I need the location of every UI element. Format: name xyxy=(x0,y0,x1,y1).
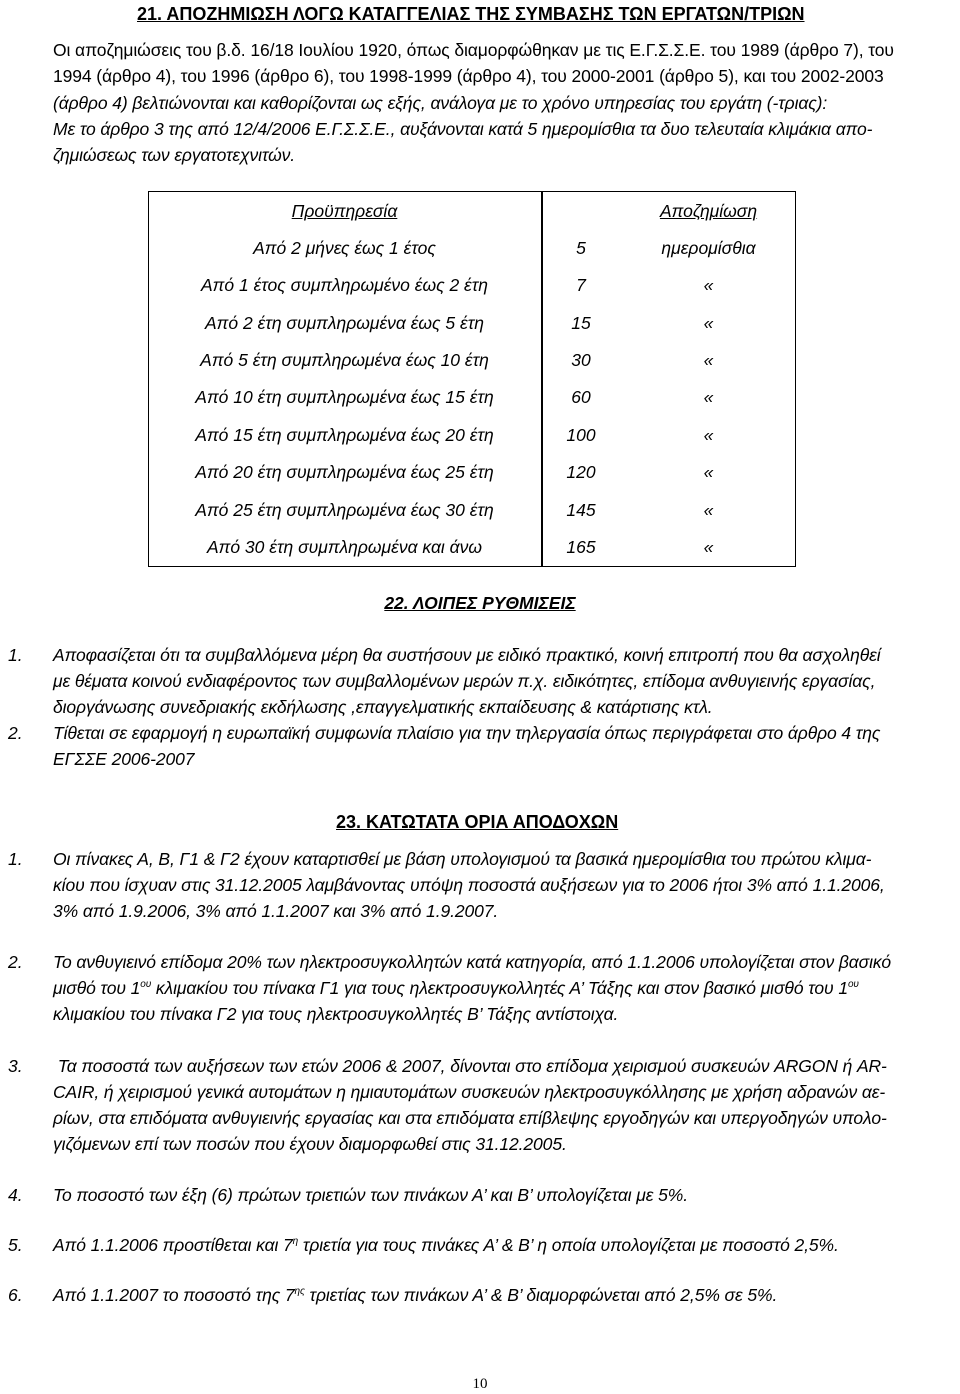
row-value: 7 xyxy=(576,275,586,295)
table-header-compensation: Αποζημίωση xyxy=(659,201,758,221)
row-service: Από 2 μήνες έως 1 έτος xyxy=(253,238,436,258)
section-21-title: 21. ΑΠΟΖΗΜΙΩΣΗ ΛΟΓΩ ΚΑΤΑΓΓΕΛΙΑΣ ΤΗΣ ΣΥΜΒΑΣΗΣ ΤΩΝ ΕΡΓΑΤΩΝ/ΤΡΙΩΝ xyxy=(137,4,805,24)
section-23-item-2-line: Το ανθυγιεινό επίδομα 20% των ηλεκτροσυγκολλητών κατά κατηγορία, από 1.1.2006 υπολογίζεται στον βασικό xyxy=(53,952,891,972)
row-service: Από 5 έτη συμπληρωμένα έως 10 έτη xyxy=(200,350,489,370)
section-23-item-5-line: Από 1.1.2006 προστίθεται και $7^\eta$ τριετία για τους πινάκες Α’ & Β’ η οποία υπολογίζεται με ποσοστό 2,5%. xyxy=(53,1235,839,1255)
item-number: 2. xyxy=(8,723,23,743)
item-number: 3. xyxy=(8,1056,23,1076)
section-21-para-line: 1994 (άρθρο 4), του 1996 (άρθρο 6), του 1998-1999 (άρθρο 4), του 2000-2001 (άρθρο 5), και του 2002-2003 xyxy=(53,66,884,86)
row-value: 100 xyxy=(566,425,596,445)
section-23-title: 23. ΚΑΤΩΤΑΤΑ ΟΡΙΑ ΑΠΟΔΟΧΩΝ xyxy=(336,812,619,832)
row-unit: « xyxy=(703,350,714,370)
section-23-item-2-line: μισθό του $1^{o\upsilon}$ κλιμακίου του πίνακα Γ1 για τους ηλεκτροσυγκολλητές Α’ Τάξης και στον βασικό μισθό του $1^{o\upsilon}$ xyxy=(53,978,859,998)
section-23-item-1-line: κίου που ίσχυαν στις 31.12.2005 λαμβάνοντας υπόψη ποσοστά αυξήσεων για το 2006 ήτοι 3% από 1.1.2006, xyxy=(53,875,885,895)
section-23-item-3-line: Τα ποσοστά των αυξήσεων των ετών 2006 & 2007, δίνονται στο επίδομα χειρισμού συσκευών ARGON ή AR- xyxy=(53,1056,887,1076)
item-number: 2. xyxy=(8,952,23,972)
item-number: 4. xyxy=(8,1185,23,1205)
section-23-item-1-line: Οι πίνακες Α, Β, Γ1 & Γ2 έχουν καταρτισθεί με βάση υπολογισμού τα βασικά ημερομίσθια του πρώτου κλιμα- xyxy=(53,849,872,869)
row-value: 15 xyxy=(571,313,591,333)
section-21-para-line: Με το άρθρο 3 της από 12/4/2006 Ε.Γ.Σ.Σ.Ε., αυξάνονται κατά 5 ημερομίσθια τα δυο τελευταία κλιμάκια απο- xyxy=(53,119,873,139)
section-23-item-1-line: 3% από 1.9.2006, 3% από 1.1.2007 και 3% από 1.9.2007. xyxy=(53,901,499,921)
section-21-para-line: ζημιώσεως των εργατοτεχνιτών. xyxy=(53,145,296,165)
row-service: Από 20 έτη συμπληρωμένα έως 25 έτη xyxy=(195,462,494,482)
section-23-item-2-line: κλιμακίου του πίνακα Γ2 για τους ηλεκτροσυγκολλητές Β’ Τάξης αντίστοιχα. xyxy=(53,1004,619,1024)
row-unit: « xyxy=(703,275,714,295)
section-21-para-line: (άρθρο 4) βελτιώνονται και καθορίζονται ως εξής, ανάλογα με το χρόνο υπηρεσίας του εργάτη (-τριας): xyxy=(53,93,828,113)
section-22-item-2-line: ΕΓΣΣΕ 2006-2007 xyxy=(53,749,195,769)
row-unit: « xyxy=(703,425,714,445)
section-23-item-4-line: Το ποσοστό των έξη (6) πρώτων τριετιών των πινάκων Α’ και Β’ υπολογίζεται με 5%. xyxy=(53,1185,688,1205)
row-service: Από 1 έτος συμπληρωμένο έως 2 έτη xyxy=(200,275,488,295)
row-unit: « xyxy=(703,387,714,407)
section-22-title: 22. ΛΟΙΠΕΣ ΡΥΘΜΙΣΕΙΣ xyxy=(384,593,576,613)
row-service: Από 30 έτη συμπληρωμένα και άνω xyxy=(206,537,483,557)
row-value: 5 xyxy=(576,238,586,258)
section-23-item-3-line: γιζόμενων επί των ποσών που έχουν διαμορφωθεί στις 31.12.2005. xyxy=(53,1134,567,1154)
section-22-item-2-line: Τίθεται σε εφαρμογή η ευρωπαϊκή συμφωνία πλαίσιο για την τηλεργασία όπως περιγράφεται στο άρθρο 4 της xyxy=(53,723,881,743)
row-unit: « xyxy=(703,462,714,482)
section-23-item-3-line: CAIR, ή χειρισμού γενικά αυτομάτων η ημιαυτομάτων συσκευών ηλεκτροσυγκόλλησης με χρήση αδρανών αε- xyxy=(53,1082,886,1102)
row-service: Από 15 έτη συμπληρωμένα έως 20 έτη xyxy=(195,425,494,445)
item-number: 6. xyxy=(8,1285,23,1305)
row-unit: ημερομίσθια xyxy=(661,238,756,258)
row-value: 30 xyxy=(571,350,591,370)
row-unit: « xyxy=(703,500,714,520)
section-22-item-1-line: Αποφασίζεται ότι τα συμβαλλόμενα μέρη θα συστήσουν με ειδικό πρακτικό, κοινή επιτροπή που θα ασχοληθεί xyxy=(53,645,881,665)
section-22-item-1-line: διοργάνωσης συνεδριακής εκδήλωσης ,επαγγελματικής εκπαίδευσης & κατάρτισης κτλ. xyxy=(53,697,713,717)
section-23-item-6-line: Από 1.1.2007 το ποσοστό της $7^{\eta\varsigma}$ τριετίας των πινάκων Α’ & Β’ διαμορφώνεται από 2,5% σε 5%. xyxy=(53,1285,778,1305)
section-21-para-line: Οι αποζημιώσεις του β.δ. 16/18 Ιουλίου 1920, όπως διαμορφώθηκαν με τις Ε.Γ.Σ.Σ.Ε. του 1989 (άρθρο 7), του xyxy=(53,40,894,60)
row-service: Από 10 έτη συμπληρωμένα έως 15 έτη xyxy=(195,387,494,407)
row-value: 165 xyxy=(566,537,596,557)
row-value: 60 xyxy=(571,387,591,407)
page-number: 10 xyxy=(472,1376,488,1392)
section-22-item-1-line: με θέματα κοινού ενδιαφέροντος των συμβαλλομένων μερών π.χ. ειδικότητες, επίδομα ανθυγιεινής εργασίας, xyxy=(53,671,876,691)
table-header-service: Προϋπηρεσία xyxy=(291,201,398,221)
row-service: Από 2 έτη συμπληρωμένα έως 5 έτη xyxy=(205,313,484,333)
section-23-item-3-line: ρίων, στα επιδόματα ανθυγιεινής εργασίας και στα επιδόματα επίβλεψης εργοδηγών και υπεργοδηγών υπολο- xyxy=(53,1108,887,1128)
row-service: Από 25 έτη συμπληρωμένα έως 30 έτη xyxy=(195,500,494,520)
row-value: 145 xyxy=(566,500,596,520)
row-unit: « xyxy=(703,537,714,557)
item-number: 5. xyxy=(8,1235,23,1255)
item-number: 1. xyxy=(8,849,23,869)
row-value: 120 xyxy=(566,462,596,482)
item-number: 1. xyxy=(8,645,23,665)
row-unit: « xyxy=(703,313,714,333)
